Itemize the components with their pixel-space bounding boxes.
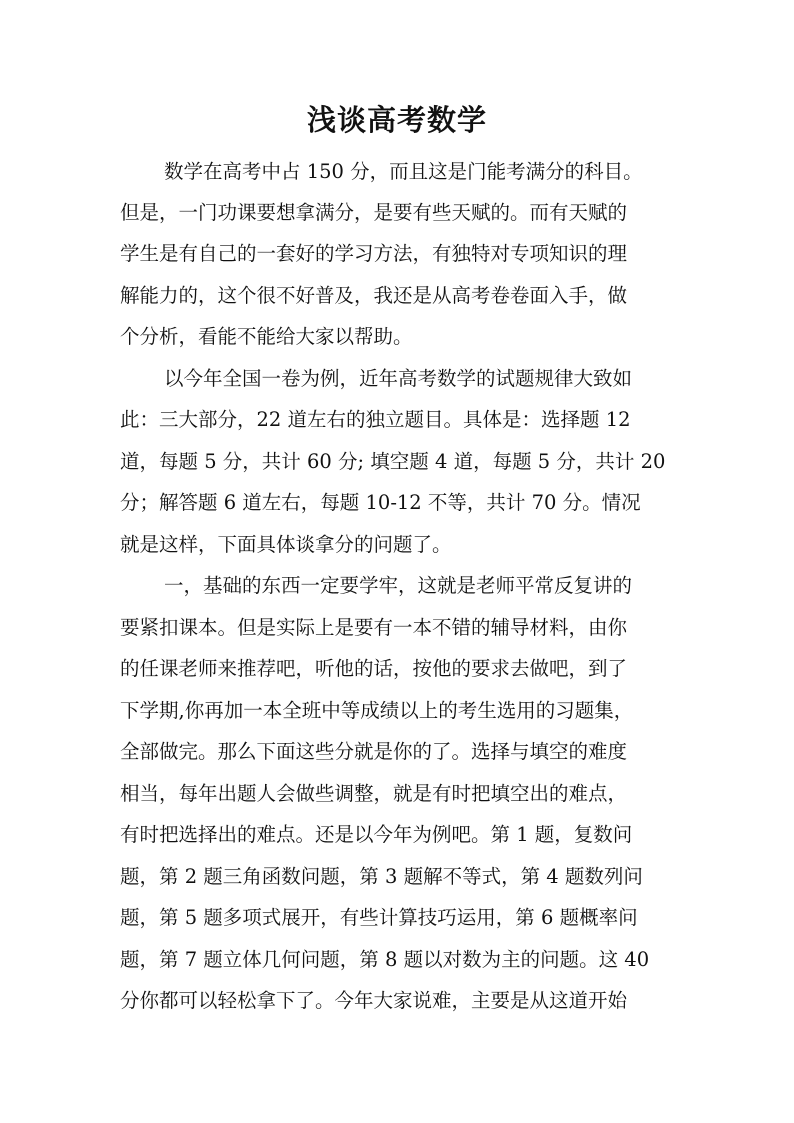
- paragraph-line-14: 下学期,你再加一本全班中等成绩以上的考生选用的习题集，: [120, 699, 634, 722]
- paragraph-line-1: 数学在高考中占 150 分，而且这是门能考满分的科目。: [164, 160, 643, 183]
- paragraph-line-8: 道，每题 5 分，共计 60 分; 填空题 4 道，每题 5 分，共计 20: [120, 450, 666, 473]
- paragraph-line-18: 题，第 2 题三角函数问题，第 3 题解不等式，第 4 题数列问: [120, 865, 643, 888]
- paragraph-line-11: 一，基础的东西一定要学牢，这就是老师平常反复讲的: [164, 574, 633, 597]
- paragraph-line-13: 的任课老师来推荐吧，听他的话，按他的要求去做吧，到了: [120, 657, 628, 680]
- paragraph-line-21: 分你都可以轻松拿下了。今年大家说难，主要是从这道开始: [120, 989, 628, 1012]
- paragraph-line-5: 个分析，看能不能给大家以帮助。: [120, 325, 413, 348]
- paragraph-line-4: 解能力的，这个很不好普及，我还是从高考卷卷面入手，做: [120, 284, 628, 307]
- paragraph-line-6: 以今年全国一卷为例，近年高考数学的试题规律大致如: [164, 367, 633, 390]
- paragraph-line-9: 分；解答题 6 道左右，每题 10-12 不等，共计 70 分。情况: [120, 491, 641, 514]
- document-title: 浅谈高考数学: [306, 103, 487, 137]
- paragraph-line-17: 有时把选择出的难点。还是以今年为例吧。第 1 题，复数问: [120, 823, 633, 846]
- paragraph-line-7: 此：三大部分，22 道左右的独立题目。具体是：选择题 12: [120, 408, 631, 431]
- paragraph-line-10: 就是这样，下面具体谈拿分的问题了。: [120, 533, 452, 556]
- paragraph-line-2: 但是，一门功课要想拿满分，是要有些天赋的。而有天赋的: [120, 201, 628, 224]
- paragraph-line-3: 学生是有自己的一套好的学习方法，有独特对专项知识的理: [120, 242, 628, 265]
- paragraph-line-16: 相当，每年出题人会做些调整，就是有时把填空出的难点，: [120, 782, 628, 805]
- paragraph-line-20: 题，第 7 题立体几何问题，第 8 题以对数为主的问题。这 40: [120, 948, 650, 971]
- paragraph-line-12: 要紧扣课本。但是实际上是要有一本不错的辅导材料，由你: [120, 616, 628, 639]
- paragraph-line-15: 全部做完。那么下面这些分就是你的了。选择与填空的难度: [120, 740, 628, 763]
- paragraph-line-19: 题，第 5 题多项式展开，有些计算技巧运用，第 6 题概率问: [120, 906, 638, 929]
